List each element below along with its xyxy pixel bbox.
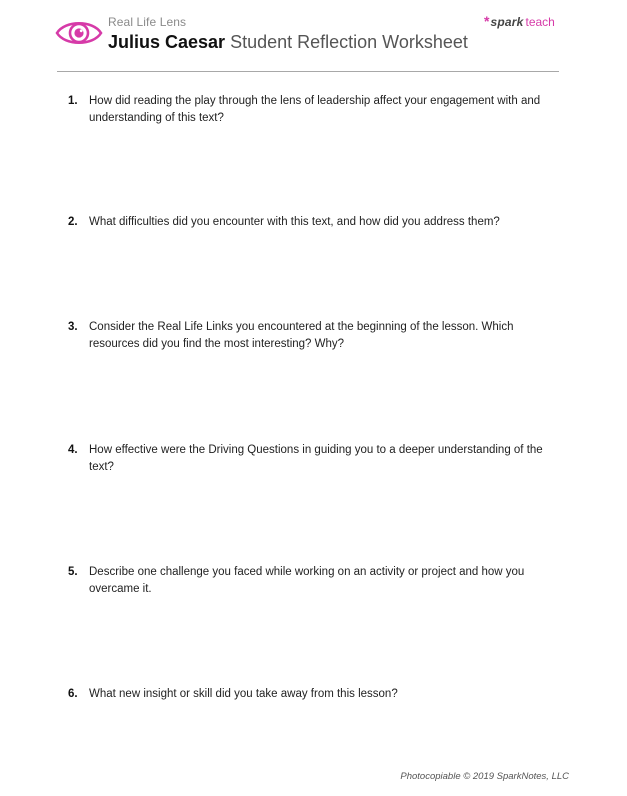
question-number: 1.	[68, 95, 78, 107]
copyright-footer: Photocopiable © 2019 SparkNotes, LLC	[400, 771, 569, 782]
sparkteach-logo	[484, 13, 555, 29]
question-4	[68, 442, 546, 476]
question-number: 5.	[68, 566, 78, 578]
question-text: What new insight or skill did you take away from this lesson?	[89, 688, 398, 700]
eye-icon	[55, 16, 103, 50]
question-number: 6.	[68, 688, 78, 700]
title-subtitle: Student Reflection Worksheet	[230, 32, 468, 52]
question-6	[68, 686, 546, 703]
question-3	[68, 319, 546, 353]
question-text: Consider the Real Life Links you encountered at the beginning of the lesson. Which resources did you find the most interesting? Why?	[89, 321, 514, 350]
question-2	[68, 214, 546, 231]
brand-teach: teach	[525, 15, 555, 29]
question-5	[68, 564, 546, 598]
question-number: 4.	[68, 444, 78, 456]
brand-spark: spark	[490, 15, 524, 29]
question-text: What difficulties did you encounter with this text, and how did you address them?	[89, 216, 500, 228]
title-work: Julius Caesar	[108, 32, 226, 52]
question-text: How effective were the Driving Questions in guiding you to a deeper understanding of the text?	[89, 444, 543, 473]
brand-star: *	[484, 13, 490, 29]
question-number: 3.	[68, 321, 78, 333]
header-divider	[57, 71, 559, 72]
series-label: Real Life Lens	[108, 15, 187, 29]
question-text: Describe one challenge you faced while working on an activity or project and how you overcame it.	[89, 566, 525, 595]
question-text: How did reading the play through the lens of leadership affect your engagement with and understanding of this text?	[89, 95, 541, 124]
page-title	[108, 32, 468, 53]
question-number: 2.	[68, 216, 78, 228]
question-1	[68, 93, 546, 127]
